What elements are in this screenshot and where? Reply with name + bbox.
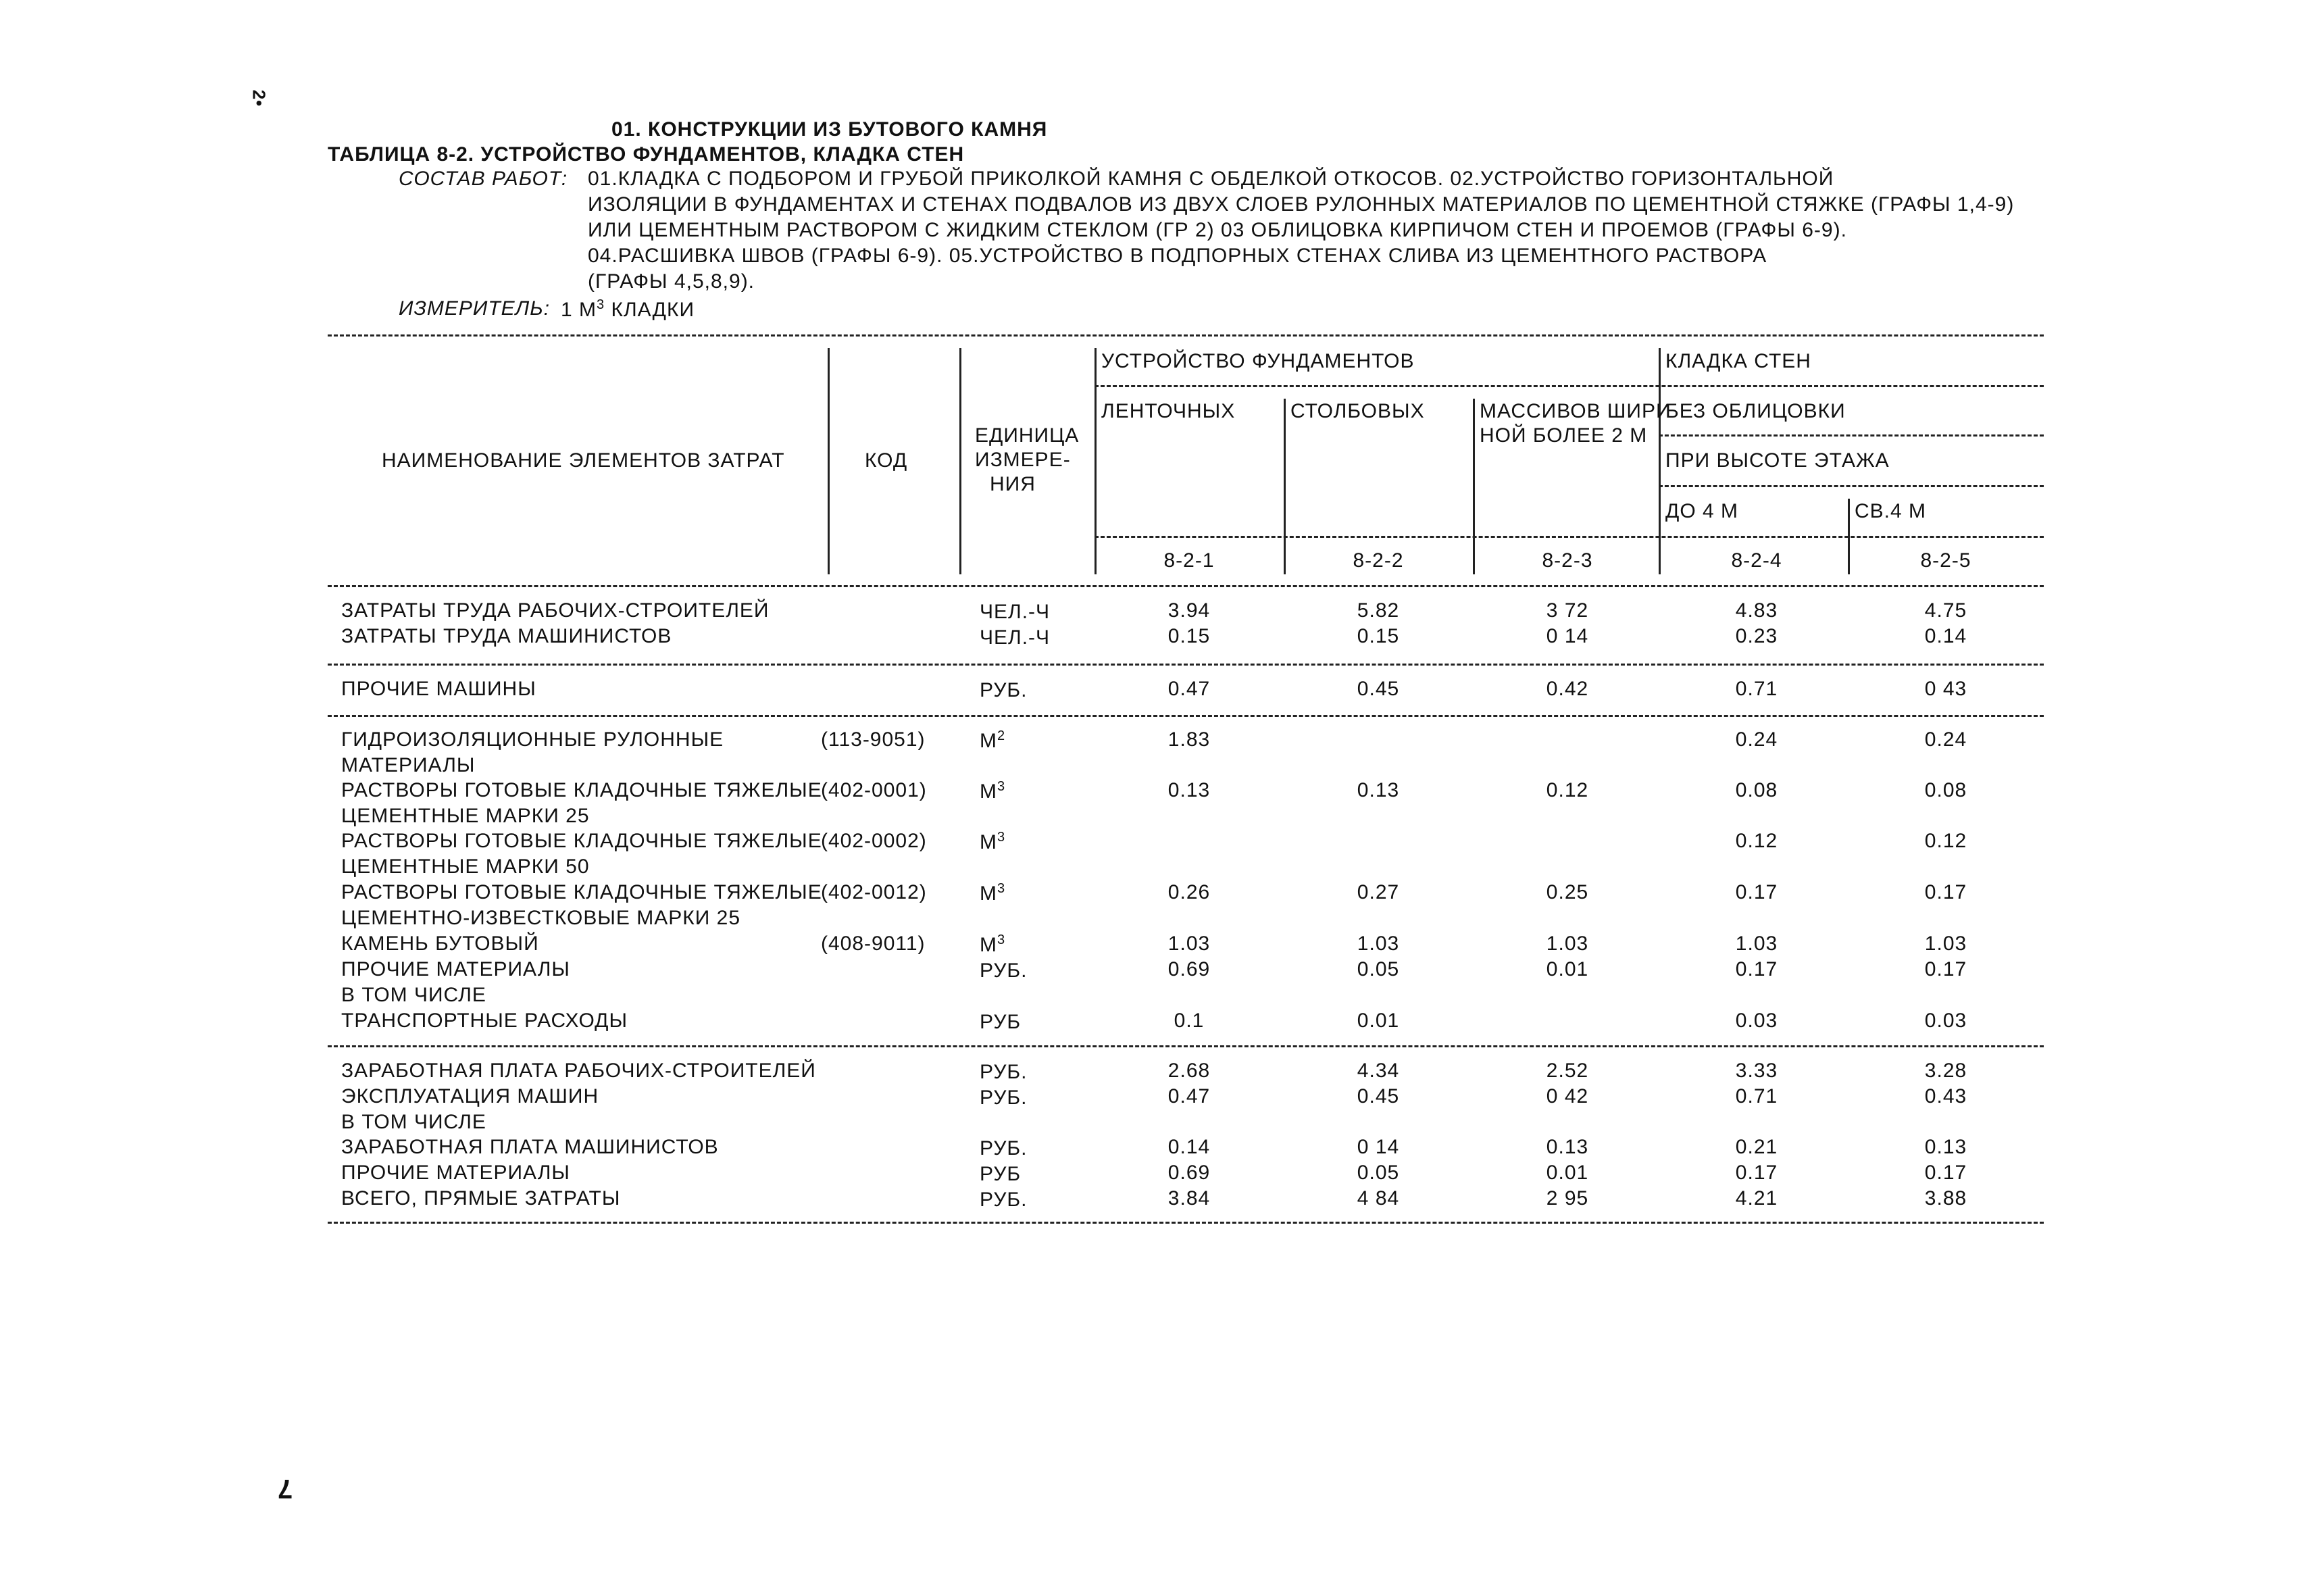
row-unit-text: РУБ. bbox=[980, 1061, 1028, 1083]
composition-line: ИЛИ ЦЕМЕНТНЫМ РАСТВОРОМ С ЖИДКИМ СТЕКЛОМ (ГР 2) 03 ОБЛИЦОВКА КИРПИЧОМ СТЕН И ПРОЕМОВ (ГРАФЫ 6-9). bbox=[588, 219, 1847, 241]
col-column: СТОЛБОВЫХ bbox=[1290, 400, 1425, 422]
group-foundations: УСТРОЙСТВО ФУНДАМЕНТОВ bbox=[1101, 350, 1415, 372]
col-code: 8-2-4 bbox=[1731, 549, 1782, 572]
table-bottom-rule bbox=[328, 1222, 2044, 1224]
row-value: 0.26 bbox=[1167, 881, 1211, 903]
row-value: 0.47 bbox=[1167, 678, 1211, 700]
row-value: 0.42 bbox=[1546, 678, 1589, 700]
col-header-unit: ИЗМЕРЕ- bbox=[975, 449, 1071, 471]
row-unit bbox=[980, 678, 1027, 702]
row-name: РАСТВОРЫ ГОТОВЫЕ КЛАДОЧНЫЕ ТЯЖЕЛЫЕ bbox=[341, 881, 822, 903]
head-rule bbox=[1659, 485, 2044, 487]
row-code: (402-0002) bbox=[821, 830, 927, 852]
col-floor-height: ПРИ ВЫСОТЕ ЭТАЖА bbox=[1665, 449, 1890, 472]
measure-label: ИЗМЕРИТЕЛЬ: bbox=[399, 297, 551, 320]
row-value: 0.71 bbox=[1735, 678, 1778, 700]
table-title: ТАБЛИЦА 8-2. УСТРОЙСТВО ФУНДАМЕНТОВ, КЛАДКА СТЕН bbox=[328, 143, 965, 166]
row-name: ЦЕМЕНТНЫЕ МАРКИ 25 bbox=[341, 805, 590, 827]
row-unit-text: М bbox=[980, 831, 997, 853]
row-code: (113-9051) bbox=[821, 728, 926, 751]
row-name: РАСТВОРЫ ГОТОВЫЕ КЛАДОЧНЫЕ ТЯЖЕЛЫЕ bbox=[341, 779, 822, 801]
row-unit bbox=[980, 881, 1005, 905]
row-value: 4 84 bbox=[1357, 1187, 1400, 1210]
row-value: 4.21 bbox=[1735, 1187, 1778, 1210]
row-value: 0.45 bbox=[1357, 1085, 1400, 1107]
head-vline bbox=[959, 348, 961, 574]
row-value: 0.24 bbox=[1735, 728, 1778, 751]
col-header-name: НАИМЕНОВАНИЕ ЭЛЕМЕНТОВ ЗАТРАТ bbox=[382, 449, 785, 472]
row-value: 0.45 bbox=[1357, 678, 1400, 700]
row-name: МАТЕРИАЛЫ bbox=[341, 754, 476, 776]
row-value: 2 95 bbox=[1546, 1187, 1589, 1210]
composition-line: 01.КЛАДКА С ПОДБОРОМ И ГРУБОЙ ПРИКОЛКОЙ КАМНЯ С ОБДЕЛКОЙ ОТКОСОВ. 02.УСТРОЙСТВО ГОРИЗОНТАЛЬНОЙ bbox=[588, 168, 1834, 190]
composition-line: (ГРАФЫ 4,5,8,9). bbox=[588, 270, 755, 293]
section-rule bbox=[328, 664, 2044, 666]
row-value: 0.15 bbox=[1167, 625, 1211, 647]
col-code: 8-2-2 bbox=[1353, 549, 1404, 572]
head-vline bbox=[1095, 348, 1097, 574]
row-unit-text: ЧЕЛ.-Ч bbox=[980, 626, 1051, 649]
row-unit-text: РУБ. bbox=[980, 1189, 1028, 1211]
row-unit bbox=[980, 1009, 1021, 1034]
row-value: 0.15 bbox=[1357, 625, 1400, 647]
row-value: 0.01 bbox=[1546, 958, 1589, 980]
col-no-facing: БЕЗ ОБЛИЦОВКИ bbox=[1665, 400, 1846, 422]
row-unit-text: РУБ bbox=[980, 1011, 1022, 1033]
measure-value-pre: 1 М bbox=[561, 299, 597, 321]
row-value: 0.13 bbox=[1546, 1136, 1589, 1158]
row-unit bbox=[980, 1136, 1027, 1160]
col-header-code: КОД bbox=[865, 449, 908, 472]
row-value: 0.05 bbox=[1357, 1162, 1400, 1184]
table-top-rule bbox=[328, 334, 2044, 336]
col-over4: СВ.4 М bbox=[1855, 500, 1927, 522]
composition-line: 04.РАСШИВКА ШВОВ (ГРАФЫ 6-9). 05.УСТРОЙСТВО В ПОДПОРНЫХ СТЕНАХ СЛИВА ИЗ ЦЕМЕНТНОГО РАСТВОРА bbox=[588, 245, 1767, 267]
page-mark-bottom: 7 bbox=[277, 1474, 293, 1503]
row-value: 2.52 bbox=[1546, 1059, 1589, 1082]
row-value: 0.69 bbox=[1167, 1162, 1211, 1184]
row-unit-text: М bbox=[980, 730, 997, 752]
composition-line: ИЗОЛЯЦИИ В ФУНДАМЕНТАХ И СТЕНАХ ПОДВАЛОВ ИЗ ДВУХ СЛОЕВ РУЛОННЫХ МАТЕРИАЛОВ ПО ЦЕМЕНТНОЙ СТЯЖКЕ (ГРАФЫ 1,4-9) bbox=[588, 193, 2015, 216]
row-value: 0.08 bbox=[1735, 779, 1778, 801]
row-unit-sup: 2 bbox=[997, 728, 1006, 743]
row-unit bbox=[980, 932, 1005, 957]
row-value: 0.17 bbox=[1924, 881, 1967, 903]
row-value: 0.23 bbox=[1735, 625, 1778, 647]
row-unit bbox=[980, 1059, 1027, 1084]
measure-value-sup: 3 bbox=[597, 297, 605, 312]
table-head-rule bbox=[328, 585, 2044, 587]
row-name: ПРОЧИЕ МАТЕРИАЛЫ bbox=[341, 1162, 570, 1184]
head-vline bbox=[1848, 499, 1850, 574]
row-value: 5.82 bbox=[1357, 599, 1400, 622]
row-value: 0.08 bbox=[1924, 779, 1967, 801]
row-name: ЗАРАБОТНАЯ ПЛАТА РАБОЧИХ-СТРОИТЕЛЕЙ bbox=[341, 1059, 816, 1082]
head-vline bbox=[1284, 399, 1286, 574]
row-unit-text: М bbox=[980, 934, 997, 956]
row-value: 0 14 bbox=[1357, 1136, 1400, 1158]
row-value: 0.1 bbox=[1174, 1009, 1205, 1032]
row-value: 3.94 bbox=[1167, 599, 1211, 622]
row-name: ПРОЧИЕ МАТЕРИАЛЫ bbox=[341, 958, 570, 980]
row-code: (408-9011) bbox=[821, 932, 926, 955]
row-value: 0.14 bbox=[1167, 1136, 1211, 1158]
row-unit bbox=[980, 625, 1050, 649]
row-unit-text: РУБ. bbox=[980, 1087, 1028, 1109]
row-value: 0.13 bbox=[1924, 1136, 1967, 1158]
row-unit bbox=[980, 830, 1005, 854]
col-header-unit: ЕДИНИЦА bbox=[975, 424, 1080, 447]
col-massive: НОЙ БОЛЕЕ 2 М bbox=[1480, 424, 1648, 447]
section-rule bbox=[328, 1045, 2044, 1047]
col-strip: ЛЕНТОЧНЫХ bbox=[1101, 400, 1236, 422]
row-value: 3 72 bbox=[1546, 599, 1589, 622]
row-name: ЭКСПЛУАТАЦИЯ МАШИН bbox=[341, 1085, 599, 1107]
row-value: 0.43 bbox=[1924, 1085, 1967, 1107]
row-unit-sup: 3 bbox=[997, 830, 1006, 845]
row-name: ТРАНСПОРТНЫЕ РАСХОДЫ bbox=[341, 1009, 628, 1032]
row-unit bbox=[980, 1085, 1027, 1109]
row-unit-text: РУБ bbox=[980, 1163, 1022, 1185]
head-rule bbox=[1095, 385, 2044, 387]
row-value: 0.17 bbox=[1735, 958, 1778, 980]
row-name: ЗАТРАТЫ ТРУДА РАБОЧИХ-СТРОИТЕЛЕЙ bbox=[341, 599, 770, 622]
row-name: В ТОМ ЧИСЛЕ bbox=[341, 984, 486, 1006]
col-header-unit: НИЯ bbox=[990, 473, 1036, 495]
row-unit-sup: 3 bbox=[997, 932, 1006, 947]
row-value: 0.01 bbox=[1546, 1162, 1589, 1184]
row-value: 0.03 bbox=[1924, 1009, 1967, 1032]
row-unit bbox=[980, 728, 1005, 753]
row-name: ГИДРОИЗОЛЯЦИОННЫЕ РУЛОННЫЕ bbox=[341, 728, 724, 751]
row-value: 0.47 bbox=[1167, 1085, 1211, 1107]
row-value: 0.13 bbox=[1357, 779, 1400, 801]
row-value: 2.68 bbox=[1167, 1059, 1211, 1082]
row-value: 0 14 bbox=[1546, 625, 1589, 647]
row-value: 0.71 bbox=[1735, 1085, 1778, 1107]
row-unit bbox=[980, 779, 1005, 803]
row-value: 1.03 bbox=[1357, 932, 1400, 955]
row-value: 1.03 bbox=[1924, 932, 1967, 955]
row-unit bbox=[980, 599, 1050, 624]
row-unit-text: РУБ. bbox=[980, 1137, 1028, 1159]
row-value: 0.01 bbox=[1357, 1009, 1400, 1032]
row-value: 0.12 bbox=[1735, 830, 1778, 852]
row-unit-text: М bbox=[980, 780, 997, 803]
head-vline bbox=[1473, 399, 1475, 574]
row-unit-sup: 3 bbox=[997, 881, 1006, 896]
row-unit-sup: 3 bbox=[997, 779, 1006, 794]
row-value: 0.03 bbox=[1735, 1009, 1778, 1032]
row-value: 0.12 bbox=[1546, 779, 1589, 801]
col-code: 8-2-3 bbox=[1542, 549, 1593, 572]
row-name: ЗАТРАТЫ ТРУДА МАШИНИСТОВ bbox=[341, 625, 672, 647]
head-vline bbox=[1659, 348, 1661, 574]
row-value: 1.03 bbox=[1546, 932, 1589, 955]
col-massive: МАССИВОВ ШИРИ bbox=[1480, 400, 1671, 422]
row-value: 0.17 bbox=[1735, 1162, 1778, 1184]
row-value: 4.83 bbox=[1735, 599, 1778, 622]
head-rule bbox=[1659, 434, 2044, 437]
row-value: 0.27 bbox=[1357, 881, 1400, 903]
row-unit-text: РУБ. bbox=[980, 679, 1028, 701]
col-code: 8-2-1 bbox=[1163, 549, 1215, 572]
row-value: 0.05 bbox=[1357, 958, 1400, 980]
row-value: 0.17 bbox=[1924, 1162, 1967, 1184]
col-code: 8-2-5 bbox=[1920, 549, 1971, 572]
row-unit bbox=[980, 1187, 1027, 1212]
page-mark-top: 2• bbox=[249, 89, 270, 107]
row-value: 0.17 bbox=[1735, 881, 1778, 903]
head-vline bbox=[828, 348, 830, 574]
measure-value bbox=[561, 297, 695, 322]
row-name: ВСЕГО, ПРЯМЫЕ ЗАТРАТЫ bbox=[341, 1187, 621, 1210]
row-unit bbox=[980, 958, 1027, 982]
row-name: ЦЕМЕНТНЫЕ МАРКИ 50 bbox=[341, 855, 590, 878]
row-value: 0 42 bbox=[1546, 1085, 1589, 1107]
row-code: (402-0012) bbox=[821, 881, 927, 903]
row-name: РАСТВОРЫ ГОТОВЫЕ КЛАДОЧНЫЕ ТЯЖЕЛЫЕ bbox=[341, 830, 822, 852]
row-code: (402-0001) bbox=[821, 779, 927, 801]
row-name: КАМЕНЬ БУТОВЫЙ bbox=[341, 932, 539, 955]
row-value: 4.75 bbox=[1924, 599, 1967, 622]
row-name: ЗАРАБОТНАЯ ПЛАТА МАШИНИСТОВ bbox=[341, 1136, 719, 1158]
section-rule bbox=[328, 715, 2044, 717]
row-unit-text: ЧЕЛ.-Ч bbox=[980, 601, 1051, 623]
row-value: 4.34 bbox=[1357, 1059, 1400, 1082]
row-value: 0.12 bbox=[1924, 830, 1967, 852]
row-value: 0.69 bbox=[1167, 958, 1211, 980]
row-value: 1.03 bbox=[1735, 932, 1778, 955]
row-value: 0.14 bbox=[1924, 625, 1967, 647]
measure-value-post: КЛАДКИ bbox=[605, 299, 695, 321]
row-name: В ТОМ ЧИСЛЕ bbox=[341, 1111, 486, 1133]
row-value: 0.21 bbox=[1735, 1136, 1778, 1158]
row-name: ПРОЧИЕ МАШИНЫ bbox=[341, 678, 536, 700]
row-value: 1.83 bbox=[1167, 728, 1211, 751]
row-name: ЦЕМЕНТНО-ИЗВЕСТКОВЫЕ МАРКИ 25 bbox=[341, 907, 741, 929]
row-value: 1.03 bbox=[1167, 932, 1211, 955]
row-value: 0.24 bbox=[1924, 728, 1967, 751]
head-rule bbox=[1095, 536, 2044, 538]
row-value: 3.88 bbox=[1924, 1187, 1967, 1210]
row-value: 0 43 bbox=[1924, 678, 1967, 700]
row-value: 0.25 bbox=[1546, 881, 1589, 903]
row-value: 3.33 bbox=[1735, 1059, 1778, 1082]
row-unit bbox=[980, 1162, 1021, 1186]
row-unit-text: М bbox=[980, 882, 997, 905]
composition-label: СОСТАВ РАБОТ: bbox=[399, 168, 568, 190]
row-value: 3.28 bbox=[1924, 1059, 1967, 1082]
row-value: 0.17 bbox=[1924, 958, 1967, 980]
row-value: 0.13 bbox=[1167, 779, 1211, 801]
col-upto4: ДО 4 М bbox=[1665, 500, 1738, 522]
group-walls: КЛАДКА СТЕН bbox=[1665, 350, 1811, 372]
row-value: 3.84 bbox=[1167, 1187, 1211, 1210]
section-title: 01. КОНСТРУКЦИИ ИЗ БУТОВОГО КАМНЯ bbox=[611, 118, 1048, 141]
row-unit-text: РУБ. bbox=[980, 959, 1028, 982]
